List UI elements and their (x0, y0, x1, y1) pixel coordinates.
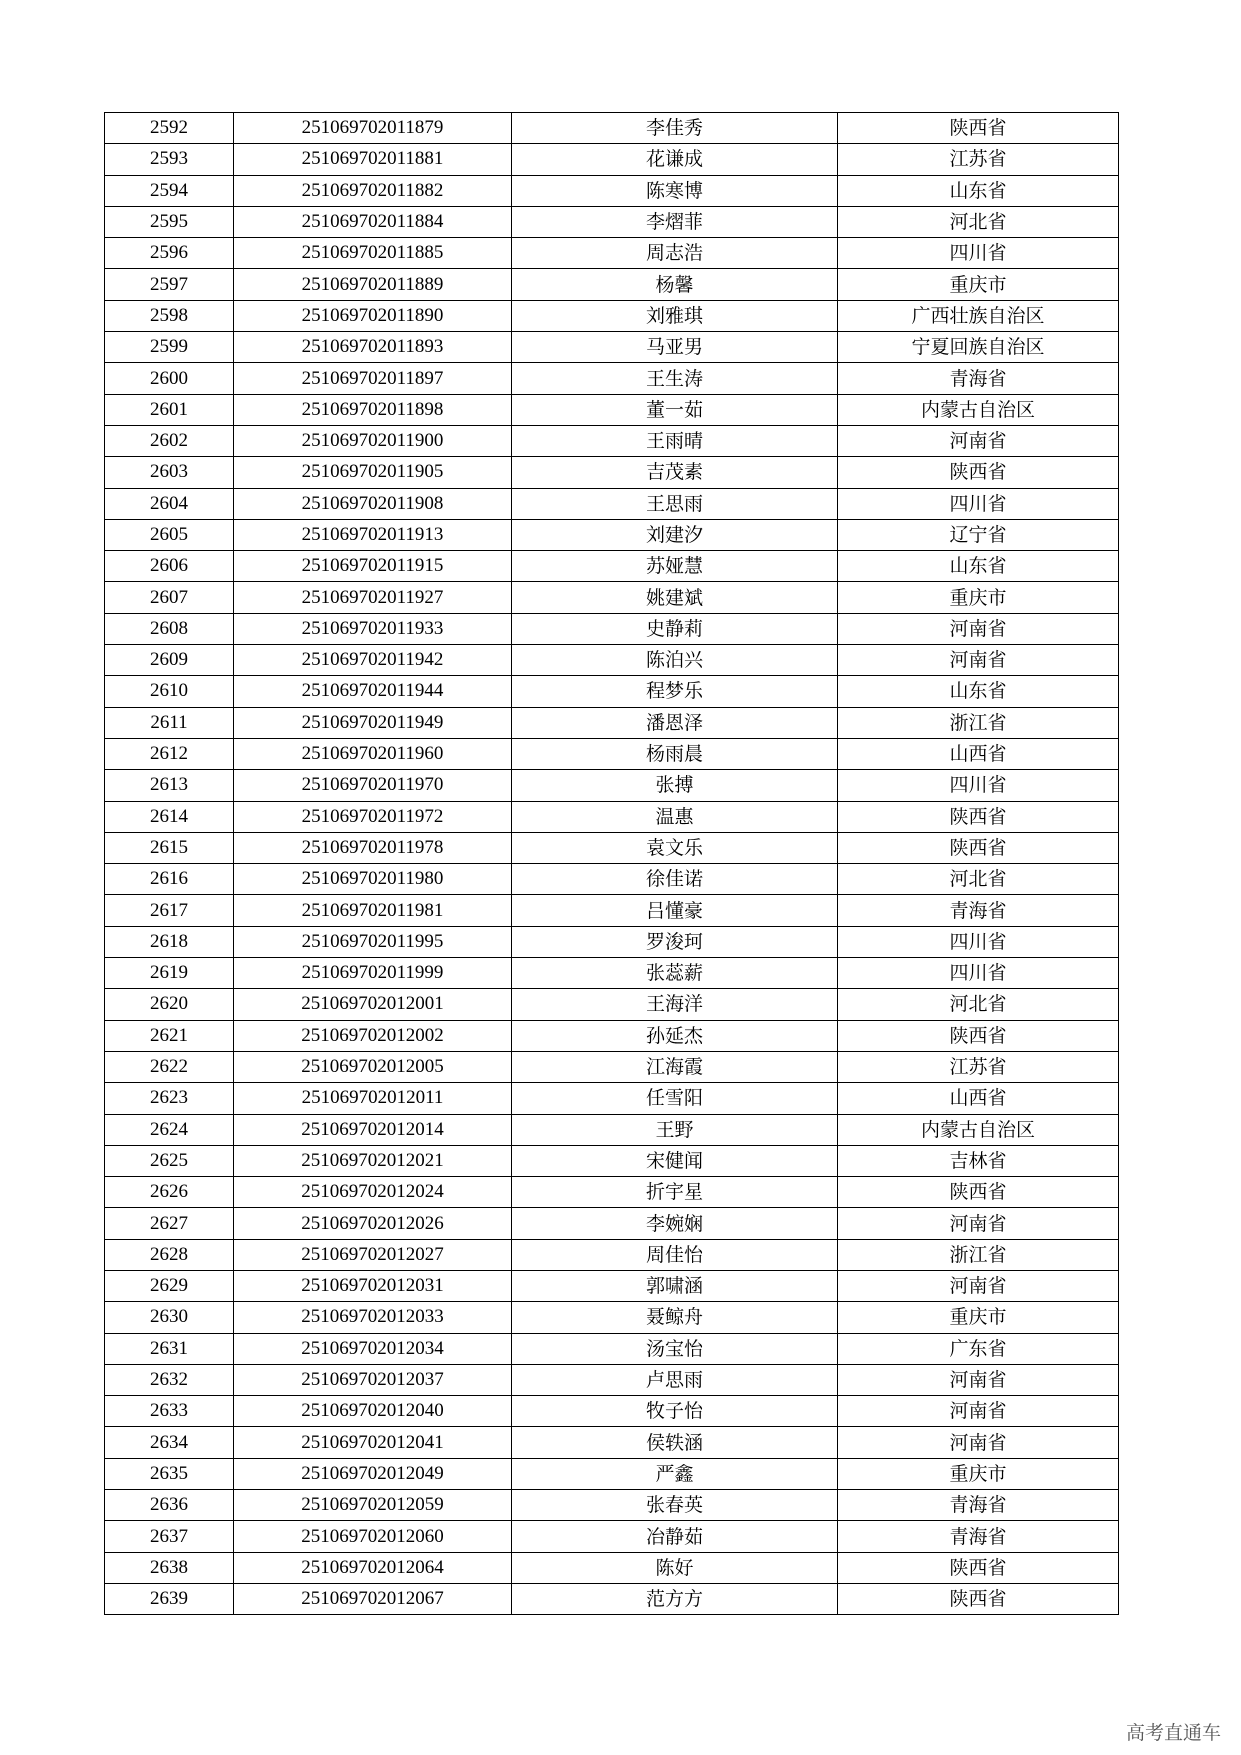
serial-number-cell: 2597 (105, 269, 234, 300)
table-row (105, 1458, 1119, 1489)
province-cell: 四川省 (838, 926, 1119, 957)
exam-id-cell: 251069702012011 (234, 1083, 512, 1114)
serial-number-cell: 2616 (105, 864, 234, 895)
table-row (105, 770, 1119, 801)
province-cell: 内蒙古自治区 (838, 1114, 1119, 1145)
serial-number-cell: 2631 (105, 1333, 234, 1364)
province-cell: 青海省 (838, 1521, 1119, 1552)
roster-body (105, 113, 1119, 1615)
exam-id-cell: 251069702011981 (234, 895, 512, 926)
exam-id-cell: 251069702011882 (234, 175, 512, 206)
table-row (105, 1270, 1119, 1301)
province-cell: 河南省 (838, 1208, 1119, 1239)
name-cell: 陈好 (512, 1552, 838, 1583)
table-row (105, 832, 1119, 863)
province-cell: 河北省 (838, 864, 1119, 895)
table-row (105, 113, 1119, 144)
serial-number-cell: 2623 (105, 1083, 234, 1114)
name-cell: 袁文乐 (512, 832, 838, 863)
table-row (105, 1114, 1119, 1145)
name-cell: 折宇星 (512, 1177, 838, 1208)
province-cell: 广西壮族自治区 (838, 300, 1119, 331)
serial-number-cell: 2602 (105, 425, 234, 456)
table-row (105, 1427, 1119, 1458)
exam-id-cell: 251069702011908 (234, 488, 512, 519)
province-cell: 宁夏回族自治区 (838, 332, 1119, 363)
exam-id-cell: 251069702011881 (234, 144, 512, 175)
table-row (105, 738, 1119, 769)
province-cell: 四川省 (838, 958, 1119, 989)
serial-number-cell: 2598 (105, 300, 234, 331)
name-cell: 潘恩泽 (512, 707, 838, 738)
name-cell: 张蕊薪 (512, 958, 838, 989)
serial-number-cell: 2638 (105, 1552, 234, 1583)
serial-number-cell: 2603 (105, 457, 234, 488)
table-row (105, 645, 1119, 676)
exam-id-cell: 251069702011893 (234, 332, 512, 363)
name-cell: 王生涛 (512, 363, 838, 394)
serial-number-cell: 2617 (105, 895, 234, 926)
table-row (105, 488, 1119, 519)
exam-id-cell: 251069702012049 (234, 1458, 512, 1489)
exam-id-cell: 251069702012040 (234, 1396, 512, 1427)
province-cell: 河南省 (838, 613, 1119, 644)
province-cell: 陕西省 (838, 1583, 1119, 1614)
province-cell: 青海省 (838, 1490, 1119, 1521)
exam-id-cell: 251069702011884 (234, 206, 512, 237)
table-row (105, 895, 1119, 926)
serial-number-cell: 2607 (105, 582, 234, 613)
serial-number-cell: 2601 (105, 394, 234, 425)
serial-number-cell: 2633 (105, 1396, 234, 1427)
exam-id-cell: 251069702011970 (234, 770, 512, 801)
serial-number-cell: 2625 (105, 1145, 234, 1176)
name-cell: 宋健闻 (512, 1145, 838, 1176)
table-row (105, 519, 1119, 550)
name-cell: 刘雅琪 (512, 300, 838, 331)
province-cell: 重庆市 (838, 269, 1119, 300)
serial-number-cell: 2609 (105, 645, 234, 676)
province-cell: 青海省 (838, 895, 1119, 926)
exam-id-cell: 251069702011890 (234, 300, 512, 331)
serial-number-cell: 2620 (105, 989, 234, 1020)
serial-number-cell: 2627 (105, 1208, 234, 1239)
name-cell: 花谦成 (512, 144, 838, 175)
table-row (105, 457, 1119, 488)
table-row (105, 1490, 1119, 1521)
name-cell: 冶静茹 (512, 1521, 838, 1552)
province-cell: 重庆市 (838, 1458, 1119, 1489)
serial-number-cell: 2619 (105, 958, 234, 989)
serial-number-cell: 2595 (105, 206, 234, 237)
exam-id-cell: 251069702011879 (234, 113, 512, 144)
table-row (105, 238, 1119, 269)
exam-id-cell: 251069702011944 (234, 676, 512, 707)
table-row (105, 676, 1119, 707)
province-cell: 山东省 (838, 175, 1119, 206)
province-cell: 山西省 (838, 738, 1119, 769)
exam-id-cell: 251069702012034 (234, 1333, 512, 1364)
province-cell: 内蒙古自治区 (838, 394, 1119, 425)
exam-id-cell: 251069702012024 (234, 1177, 512, 1208)
name-cell: 吕懂豪 (512, 895, 838, 926)
province-cell: 重庆市 (838, 582, 1119, 613)
province-cell: 陕西省 (838, 832, 1119, 863)
name-cell: 李佳秀 (512, 113, 838, 144)
table-row (105, 864, 1119, 895)
province-cell: 山东省 (838, 676, 1119, 707)
serial-number-cell: 2605 (105, 519, 234, 550)
serial-number-cell: 2599 (105, 332, 234, 363)
exam-id-cell: 251069702012002 (234, 1020, 512, 1051)
name-cell: 张春英 (512, 1490, 838, 1521)
serial-number-cell: 2612 (105, 738, 234, 769)
table-row (105, 551, 1119, 582)
table-row (105, 613, 1119, 644)
exam-id-cell: 251069702011933 (234, 613, 512, 644)
name-cell: 孙延杰 (512, 1020, 838, 1051)
name-cell: 卢思雨 (512, 1364, 838, 1395)
province-cell: 陕西省 (838, 801, 1119, 832)
serial-number-cell: 2622 (105, 1051, 234, 1082)
serial-number-cell: 2629 (105, 1270, 234, 1301)
exam-id-cell: 251069702012059 (234, 1490, 512, 1521)
table-row (105, 1020, 1119, 1051)
province-cell: 河南省 (838, 1396, 1119, 1427)
exam-id-cell: 251069702011913 (234, 519, 512, 550)
province-cell: 河北省 (838, 989, 1119, 1020)
table-row (105, 1177, 1119, 1208)
name-cell: 董一茹 (512, 394, 838, 425)
exam-id-cell: 251069702012005 (234, 1051, 512, 1082)
serial-number-cell: 2611 (105, 707, 234, 738)
name-cell: 张搏 (512, 770, 838, 801)
table-row (105, 801, 1119, 832)
watermark-text: 高考直通车 (1125, 1722, 1221, 1744)
serial-number-cell: 2615 (105, 832, 234, 863)
serial-number-cell: 2600 (105, 363, 234, 394)
serial-number-cell: 2632 (105, 1364, 234, 1395)
serial-number-cell: 2626 (105, 1177, 234, 1208)
table-row (105, 989, 1119, 1020)
province-cell: 河南省 (838, 1364, 1119, 1395)
province-cell: 重庆市 (838, 1302, 1119, 1333)
table-row (105, 958, 1119, 989)
name-cell: 温惠 (512, 801, 838, 832)
name-cell: 王雨晴 (512, 425, 838, 456)
table-row (105, 582, 1119, 613)
table-row (105, 332, 1119, 363)
name-cell: 周志浩 (512, 238, 838, 269)
serial-number-cell: 2618 (105, 926, 234, 957)
province-cell: 河南省 (838, 1270, 1119, 1301)
serial-number-cell: 2630 (105, 1302, 234, 1333)
province-cell: 广东省 (838, 1333, 1119, 1364)
province-cell: 浙江省 (838, 707, 1119, 738)
serial-number-cell: 2613 (105, 770, 234, 801)
name-cell: 陈泊兴 (512, 645, 838, 676)
exam-id-cell: 251069702011942 (234, 645, 512, 676)
serial-number-cell: 2636 (105, 1490, 234, 1521)
table-row (105, 144, 1119, 175)
name-cell: 程梦乐 (512, 676, 838, 707)
province-cell: 浙江省 (838, 1239, 1119, 1270)
table-row (105, 1051, 1119, 1082)
serial-number-cell: 2635 (105, 1458, 234, 1489)
name-cell: 姚建斌 (512, 582, 838, 613)
table-row (105, 1552, 1119, 1583)
table-row (105, 1208, 1119, 1239)
name-cell: 李婉娴 (512, 1208, 838, 1239)
exam-id-cell: 251069702011889 (234, 269, 512, 300)
roster-table (104, 112, 1119, 1615)
serial-number-cell: 2624 (105, 1114, 234, 1145)
exam-id-cell: 251069702011897 (234, 363, 512, 394)
exam-id-cell: 251069702012067 (234, 1583, 512, 1614)
name-cell: 陈寒博 (512, 175, 838, 206)
exam-id-cell: 251069702012001 (234, 989, 512, 1020)
exam-id-cell: 251069702011927 (234, 582, 512, 613)
exam-id-cell: 251069702012014 (234, 1114, 512, 1145)
table-row (105, 300, 1119, 331)
name-cell: 范方方 (512, 1583, 838, 1614)
table-row (105, 1396, 1119, 1427)
province-cell: 青海省 (838, 363, 1119, 394)
name-cell: 王海洋 (512, 989, 838, 1020)
serial-number-cell: 2608 (105, 613, 234, 644)
serial-number-cell: 2593 (105, 144, 234, 175)
name-cell: 徐佳诺 (512, 864, 838, 895)
province-cell: 辽宁省 (838, 519, 1119, 550)
name-cell: 牧子怡 (512, 1396, 838, 1427)
name-cell: 汤宝怡 (512, 1333, 838, 1364)
exam-id-cell: 251069702012041 (234, 1427, 512, 1458)
province-cell: 河南省 (838, 425, 1119, 456)
name-cell: 刘建汐 (512, 519, 838, 550)
name-cell: 罗浚珂 (512, 926, 838, 957)
table-row (105, 1302, 1119, 1333)
serial-number-cell: 2594 (105, 175, 234, 206)
province-cell: 陕西省 (838, 1177, 1119, 1208)
name-cell: 马亚男 (512, 332, 838, 363)
table-row (105, 425, 1119, 456)
province-cell: 四川省 (838, 770, 1119, 801)
exam-id-cell: 251069702012037 (234, 1364, 512, 1395)
serial-number-cell: 2637 (105, 1521, 234, 1552)
province-cell: 江苏省 (838, 144, 1119, 175)
name-cell: 侯轶涵 (512, 1427, 838, 1458)
name-cell: 李熠菲 (512, 206, 838, 237)
province-cell: 陕西省 (838, 113, 1119, 144)
exam-id-cell: 251069702011960 (234, 738, 512, 769)
serial-number-cell: 2621 (105, 1020, 234, 1051)
name-cell: 江海霞 (512, 1051, 838, 1082)
table-row (105, 1364, 1119, 1395)
province-cell: 山西省 (838, 1083, 1119, 1114)
exam-id-cell: 251069702011980 (234, 864, 512, 895)
province-cell: 河南省 (838, 1427, 1119, 1458)
exam-id-cell: 251069702012064 (234, 1552, 512, 1583)
table-row (105, 1239, 1119, 1270)
exam-id-cell: 251069702011905 (234, 457, 512, 488)
table-row (105, 1145, 1119, 1176)
table-row (105, 707, 1119, 738)
table-row (105, 363, 1119, 394)
province-cell: 四川省 (838, 238, 1119, 269)
table-row (105, 1333, 1119, 1364)
name-cell: 任雪阳 (512, 1083, 838, 1114)
serial-number-cell: 2639 (105, 1583, 234, 1614)
name-cell: 聂鲸舟 (512, 1302, 838, 1333)
table-row (105, 926, 1119, 957)
name-cell: 吉茂素 (512, 457, 838, 488)
province-cell: 四川省 (838, 488, 1119, 519)
serial-number-cell: 2614 (105, 801, 234, 832)
table-row (105, 269, 1119, 300)
exam-id-cell: 251069702012026 (234, 1208, 512, 1239)
exam-id-cell: 251069702011995 (234, 926, 512, 957)
exam-id-cell: 251069702012031 (234, 1270, 512, 1301)
table-row (105, 175, 1119, 206)
name-cell: 严鑫 (512, 1458, 838, 1489)
exam-id-cell: 251069702011978 (234, 832, 512, 863)
province-cell: 陕西省 (838, 1552, 1119, 1583)
serial-number-cell: 2592 (105, 113, 234, 144)
exam-id-cell: 251069702011915 (234, 551, 512, 582)
name-cell: 王野 (512, 1114, 838, 1145)
name-cell: 周佳怡 (512, 1239, 838, 1270)
exam-id-cell: 251069702011900 (234, 425, 512, 456)
exam-id-cell: 251069702012060 (234, 1521, 512, 1552)
table-row (105, 1521, 1119, 1552)
province-cell: 河北省 (838, 206, 1119, 237)
province-cell: 陕西省 (838, 1020, 1119, 1051)
serial-number-cell: 2634 (105, 1427, 234, 1458)
name-cell: 王思雨 (512, 488, 838, 519)
table-row (105, 1083, 1119, 1114)
serial-number-cell: 2604 (105, 488, 234, 519)
name-cell: 郭啸涵 (512, 1270, 838, 1301)
table-row (105, 206, 1119, 237)
serial-number-cell: 2628 (105, 1239, 234, 1270)
serial-number-cell: 2610 (105, 676, 234, 707)
exam-id-cell: 251069702011949 (234, 707, 512, 738)
province-cell: 陕西省 (838, 457, 1119, 488)
table-row (105, 1583, 1119, 1614)
serial-number-cell: 2606 (105, 551, 234, 582)
province-cell: 河南省 (838, 645, 1119, 676)
table-row (105, 394, 1119, 425)
exam-id-cell: 251069702011885 (234, 238, 512, 269)
exam-id-cell: 251069702012033 (234, 1302, 512, 1333)
exam-id-cell: 251069702011972 (234, 801, 512, 832)
exam-id-cell: 251069702011999 (234, 958, 512, 989)
province-cell: 江苏省 (838, 1051, 1119, 1082)
exam-id-cell: 251069702011898 (234, 394, 512, 425)
province-cell: 吉林省 (838, 1145, 1119, 1176)
serial-number-cell: 2596 (105, 238, 234, 269)
exam-id-cell: 251069702012027 (234, 1239, 512, 1270)
name-cell: 杨雨晨 (512, 738, 838, 769)
name-cell: 杨馨 (512, 269, 838, 300)
name-cell: 史静莉 (512, 613, 838, 644)
name-cell: 苏娅慧 (512, 551, 838, 582)
exam-id-cell: 251069702012021 (234, 1145, 512, 1176)
province-cell: 山东省 (838, 551, 1119, 582)
